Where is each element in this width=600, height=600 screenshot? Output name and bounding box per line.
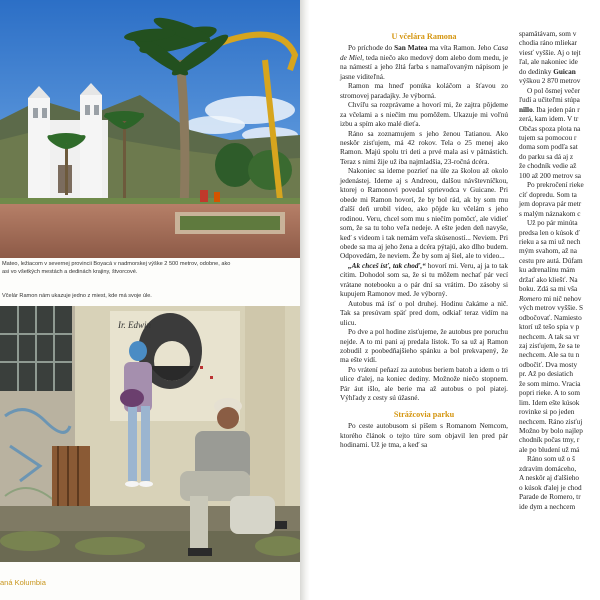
line: tujem sa pomocou r [519,133,577,142]
line: cíť dopredu. Som ta [519,190,577,199]
line: že chodník vedie až [519,162,577,171]
line: predsa len o kúsok ď [519,228,580,237]
line: ide dym a nechcem [519,502,576,511]
line: lim. Idem ešte kúsok [519,398,580,407]
line: zdravím domáceho, [519,464,577,473]
line: odbočiť. Dva mosty [519,360,578,369]
line: Ráno som už o š [527,455,575,464]
line: Romero mi nič nehov [519,294,582,303]
paragraph: Chvíľu sa rozprávame a hovorí mi, že zajtra pôjdeme za včelami a s niečím mu pomôžem. Ukazuje mi voľnú izbu a spím ako malé dieťa. [340,101,508,129]
paragraph: Po ceste autobusom si píšem s Romanom Nemcom, ktorého článok o tejto túre som objavil len pred pár hodinami. Už je tma, a keď sa [340,422,508,450]
line: Možno by bolo najlep [519,427,583,436]
paragraph: Nakoniec sa ideme pozrieť na úle za školou až okolo jedenástej. Ideme aj s Andreou, dalšou návštevníčkou, ktorej o Ramonovi povedal sprievodca v Guicane. Pri obede mi Ramon hovorí, že by bol rád, ak by som mu ďalší deň urobil video, ako pôjde ku včelám s jeho rodinou. Veru, chcel som mu s niečím pomôcť, ale vidieť som, že sa tu toho veľa nedeje. A ešte jeden deň navyše, keď s videom i tak nemám veľa skúseností... Neviem. Pri obede sa ma aj jeho žena a dcéra pýtajú, ako dlho budem. Odpovedám, že neviem. Že by som aj šiel, ale to video... [340,167,508,261]
line: 100 až 200 metrov sa [519,171,582,180]
book-gutter [300,0,310,600]
paragraph: Po dve a pol hodine zisťujeme, že autobus pre poruchu nejde. A to mi pani aj predala lístok. To sa už aj Ramon zobudil z poobedňajšieho spánku a bol prekvapený, že ma ešte vidí. [340,328,508,365]
section-heading-park: Strážcovia parku [393,409,455,419]
line: cestu pre autá. Dúfam [519,256,583,265]
beekeeper-graffiti-photo [0,306,300,562]
line: ľal, ale nakoniec ide [519,58,578,67]
line: Po prekročení rieke [527,181,584,190]
line: držať ako kliešť. Na [519,275,578,284]
line: zerá, kam idem. V tr [519,115,579,124]
line: O pol ôsmej večer [527,86,580,95]
line: nechcem. Ale sa tu n [519,351,580,360]
text-column-2 [519,30,600,512]
line: pr. Až po desiatich [519,370,573,379]
line: rieku a sa mi už nech [519,237,581,246]
line: ľudí a učiteľmi stúpa [519,96,580,105]
photo2-caption: Včelár Ramon nám ukazuje jedno z miest, kde má svoje úle. [2,293,152,299]
text-column-1 [340,30,508,450]
line: o kúsok ďalej je chod [519,483,582,492]
paragraph: Po príchode do San Matea ma víta Ramon. Jeho Casa de Miel, teda niečo ako medový dom alebo dom medu, je na námestí a jeho žltá farba s namaľovaným nápisom je jasne viditeľná. [340,44,508,81]
line: ku adrenalínu mám [519,266,575,275]
line: že som mimo. Vracia [519,379,581,388]
page-footer: aná Kolumbia [0,578,46,587]
graffiti-text: Ir. Edwin [118,320,152,330]
line: nillo. Iba jeden pán r [519,105,580,114]
line: boku. Zdá sa mi vša [519,285,578,294]
line: zaj zisťujem, že sa te [519,341,580,350]
line: Parade de Romero, tr [519,493,581,502]
line: nechcem. A tak sa vr [519,332,580,341]
line: do parku sa dá aj z [519,152,574,161]
paragraph: „Ak chceš ísť, tak choď,“ hovorí mi. Veru, aj ja to tak cítim. Dohodol som sa, že si tu môžem nechať pár vecí vrátane notebooku a o pár dní sa vrátim. Do zásoby si kupujem Ramonov med. Je výborný. [340,261,508,299]
line: popri rieke. A to som [519,389,581,398]
line: výškou 2 870 metrov [519,77,581,86]
line: mým svahom, až na [519,247,577,256]
paragraph: Ráno sa zoznamujem s jeho ženou Tatianou. Ako neskôr zisťujem, má 42 rokov. Tela o 25 menej ako Ramon. Majú spolu tri deti a prvé mala asi v pätnástich. Teraz s nimi žije už iba najmladšia, 23-ročná dcéra. [340,129,508,166]
line: doma som podľa sat [519,143,578,152]
photo1-caption: Mateo, ležiacom v severnej provincii Boyacá v nadmorskej výške 2 500 metrov, odobne, ako asi vo všetkých mestách a dedinách krajiny, štvorcové. [2,261,231,275]
line: jem doprava pár metr [519,200,582,209]
line: viesť vyššie. Aj o tejt [519,48,581,57]
line: do dedinky Guican [519,67,576,76]
line: A neskôr aj ďalšieho [519,474,580,483]
line: Už po pár minúta [527,219,578,228]
line: rovinke si po jeden [519,408,575,417]
line: vých metrov vyššie. S [519,304,584,313]
line: chodia ráno mliekar [519,39,577,48]
line: ktorí už tešo spia v p [519,323,580,332]
line: spamätávam, som v [519,30,577,38]
line: chodník počas tmy, r [519,436,580,445]
line: nechcem. Ráno zisťuj [519,417,583,426]
line: odbočovať. Namiesto [519,313,582,322]
line: s malým náznakom c [519,209,581,218]
line: ale po bludení už má [519,445,580,454]
san-mateo-plaza-photo [0,0,300,258]
paragraph: Autobus má ísť o pol druhej. Hodinu čakáme a nič. Tak sa presúvam späť pred dom, odkiaľ teraz vidím na ulicu. [340,299,508,327]
right-page [310,0,600,600]
paragraph: Ramon ma hneď ponúka koláčom a šťavou zo stromovej paradajky. Je výborná. [340,82,508,100]
paragraph: Po vrátení peňazí za autobus beriem batoh a idem o tri ulice ďalej, na koniec dediny. Možnože niečo stopnem. Pár áut išlo, ale berie ma až autobus o pol piatej. Výhľady z cesty sú úžasné. [340,365,508,403]
section-heading-ramon: U včelára Ramona [391,32,457,41]
line: Občas spoza plota na [519,124,581,133]
